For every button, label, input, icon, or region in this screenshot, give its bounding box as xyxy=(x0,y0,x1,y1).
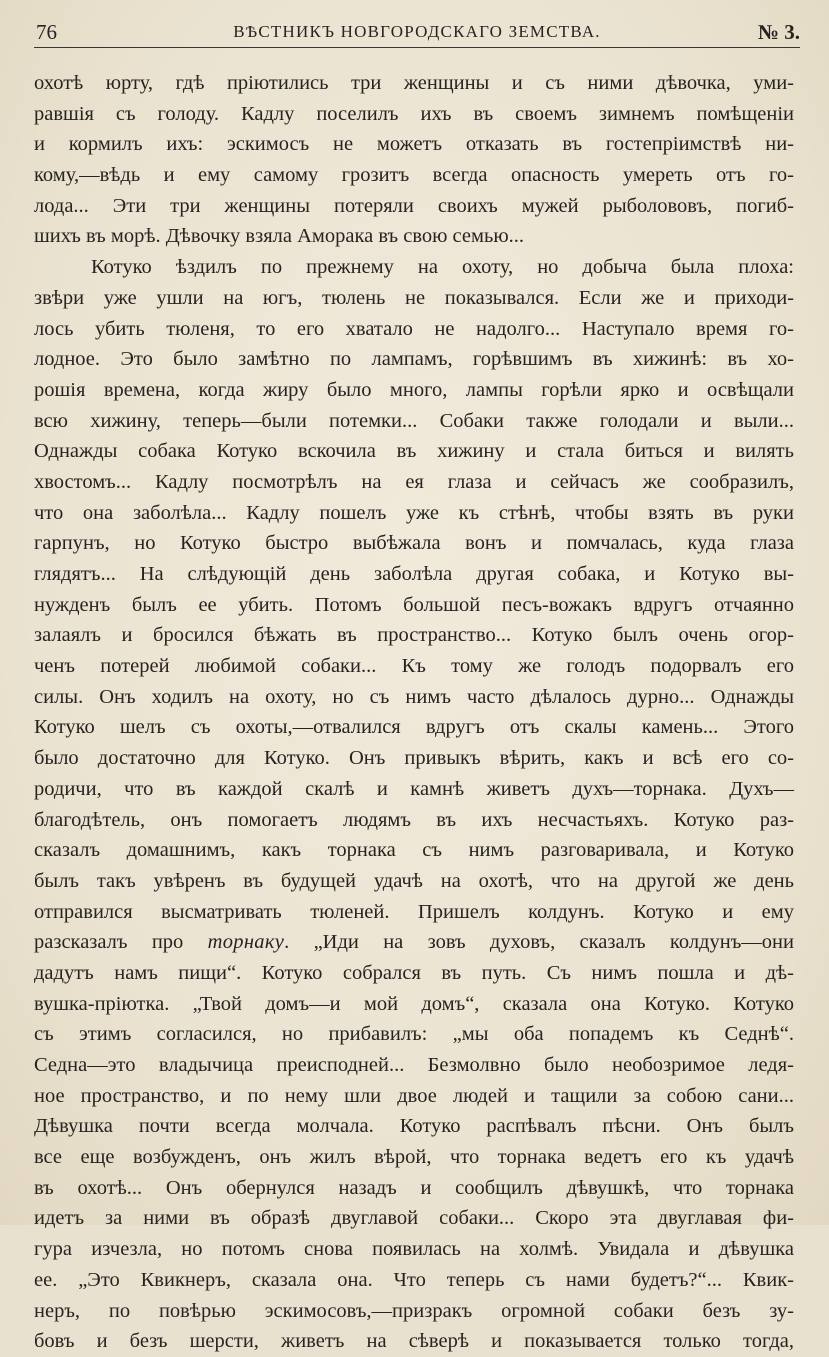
text-line: Дѣвушка почти всегда молчала. Котуко распѣвалъ пѣсни. Онъ былъ xyxy=(34,1115,794,1138)
text-line: ее. „Это Квикнеръ, сказала она. Что теперь съ нами будетъ?“... Квик- xyxy=(34,1268,794,1291)
text-line: хвостомъ... Кадлу посмотрѣлъ на ея глаза и сейчасъ же сообразилъ, xyxy=(34,470,794,493)
italic-word: торнаку xyxy=(207,931,285,954)
text-line: Однажды собака Котуко вскочила въ хижину и стала биться и вилять xyxy=(34,440,794,463)
text-line: гура изчезла, но потомъ снова появилась на холмѣ. Увидала и дѣвушка xyxy=(34,1238,794,1261)
text-line: нужденъ былъ ее убить. Потомъ большой песъ-вожакъ вдругъ отчаянно xyxy=(34,593,794,616)
text-line: неръ, по повѣрью эскимосовъ,—призракъ огромной собаки безъ зу- xyxy=(34,1299,794,1322)
text-line: охотѣ юрту, гдѣ пріютились три женщины и съ ними дѣвочка, уми- xyxy=(34,72,794,94)
text-line: и кормилъ ихъ: эскимосъ не можетъ отказать въ гостепріимствѣ ни- xyxy=(34,133,794,156)
running-header xyxy=(34,16,800,46)
page-number: 76 xyxy=(36,20,57,44)
text-line: все еще возбужденъ, онъ жилъ вѣрой, что торнака ведетъ его къ удачѣ xyxy=(34,1146,794,1169)
text-line: ное пространство, и по нему шли двое людей и тащили за собою сани... xyxy=(34,1084,794,1107)
text-line: кому,—вѣдь и ему самому грозитъ всегда опасность умереть отъ го- xyxy=(34,164,794,187)
text-fragment: разсказалъ про xyxy=(34,931,208,954)
text-line: вушка-пріютка. „Твой домъ—и мой домъ“, сказала она Котуко. Котуко xyxy=(34,992,794,1015)
journal-title: ВѢСТНИКЪ НОВГОРОДСКАГО ЗЕМСТВА. xyxy=(233,22,601,41)
text-line: лось убить тюленя, то его хватало не надолго... Наступало время го- xyxy=(34,317,794,340)
text-line: залаялъ и бросился бѣжать въ пространство... Котуко былъ очень огор- xyxy=(34,624,794,647)
text-line: равшія съ голоду. Кадлу поселилъ ихъ въ своемъ зимнемъ помѣщеніи xyxy=(34,102,794,125)
text-line: идетъ за ними въ образѣ двуглавой собаки... Скоро эта двуглавая фи- xyxy=(34,1207,794,1230)
text-line: рошія времена, когда жиру было много, лампы горѣли ярко и освѣщали xyxy=(34,378,794,401)
text-line: былъ такъ увѣренъ въ будущей удачѣ на охотѣ, что на другой же день xyxy=(34,869,794,892)
text-line: лодное. Это было замѣтно по лампамъ, горѣвшимъ въ хижинѣ: въ хо- xyxy=(34,348,794,371)
text-line: дадутъ намъ пищи“. Котуко собрался въ путь. Съ нимъ пошла и дѣ- xyxy=(34,961,794,984)
text-line: всю хижину, теперь—были потемки... Собаки также голодали и выли... xyxy=(34,409,794,432)
text-line: бовъ и безъ шерсти, живетъ на сѣверѣ и показывается только тогда, xyxy=(34,1330,794,1353)
body-text xyxy=(34,68,794,1357)
text-line: гарпунъ, но Котуко быстро выбѣжала вонъ и помчалась, куда глаза xyxy=(34,532,794,555)
text-line: Котуко шелъ съ охоты,—отвалился вдругъ отъ скалы камень... Этого xyxy=(34,716,794,739)
header-rule xyxy=(34,47,800,48)
text-line: съ этимъ согласился, но прибавилъ: „мы оба попадемъ къ Седнѣ“. xyxy=(34,1023,794,1046)
text-line: глядятъ... На слѣдующій день заболѣла другая собака, и Котуко вы- xyxy=(34,563,794,585)
text-line: ченъ потерей любимой собаки... Къ тому же голодъ подорвалъ его xyxy=(34,655,794,678)
text-line: благодѣтель, онъ помогаетъ людямъ въ ихъ несчастьяхъ. Котуко раз- xyxy=(34,808,794,831)
text-line: звѣри уже ушли на югъ, тюлень не показывался. Если же и приходи- xyxy=(34,286,794,309)
text-line: лода... Эти три женщины потеряли своихъ мужей рыболововъ, погиб- xyxy=(34,194,794,217)
text-line: родичи, что въ каждой скалѣ и камнѣ живетъ духъ—торнака. Духъ— xyxy=(34,777,794,800)
text-line: Седна—это владычица преисподней... Безмолвно было необозримое ледя- xyxy=(34,1054,794,1076)
text-line: что она заболѣла... Кадлу пошелъ уже къ стѣнѣ, чтобы взять въ руки xyxy=(34,501,794,524)
text-fragment: . „Иди на зовъ духовъ, сказалъ колдунъ—они xyxy=(284,931,794,954)
text-line: Котуко ѣздилъ по прежнему на охоту, но добыча была плоха: xyxy=(91,256,794,279)
text-line: было достаточно для Котуко. Онъ привыкъ вѣрить, какъ и всѣ его со- xyxy=(34,747,794,770)
text-line: отправился высматривать тюленей. Пришелъ колдунъ. Котуко и ему xyxy=(34,900,794,923)
text-line: силы. Онъ ходилъ на охоту, но съ нимъ часто дѣлалось дурно... Однажды xyxy=(34,685,794,708)
text-line xyxy=(34,927,794,958)
text-line: въ охотѣ... Онъ обернулся назадъ и сообщилъ дѣвушкѣ, что торнака xyxy=(34,1176,794,1199)
issue-number: № 3. xyxy=(757,20,800,44)
text-line: шихъ въ морѣ. Дѣвочку взяла Аморака въ свою семью... xyxy=(34,225,525,248)
text-line: сказалъ домашнимъ, какъ торнака съ нимъ разговаривала, и Котуко xyxy=(34,839,794,862)
